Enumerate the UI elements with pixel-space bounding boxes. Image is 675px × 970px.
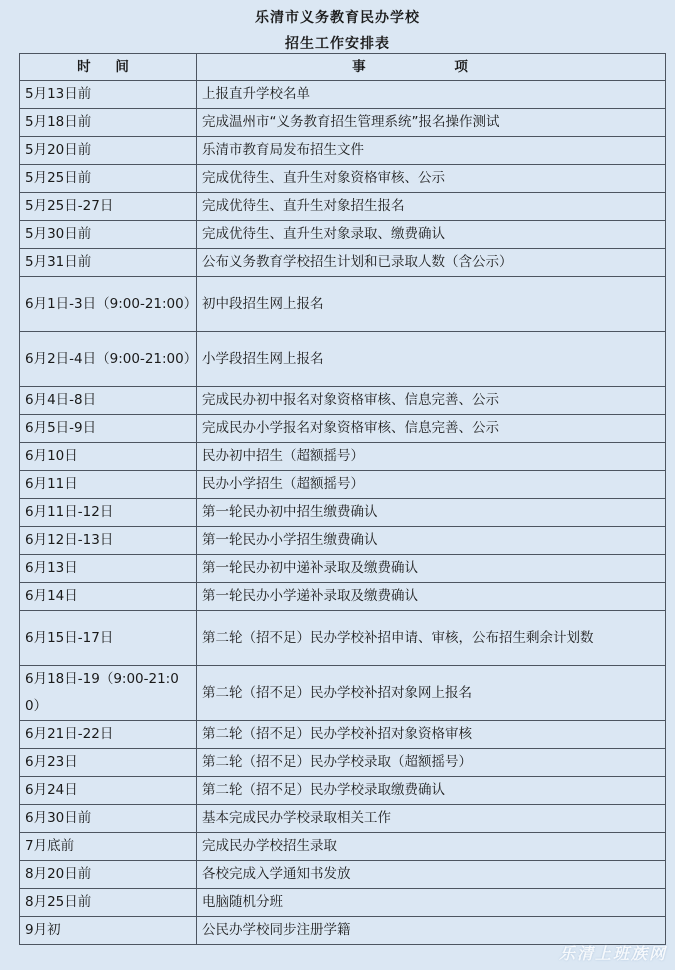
row-item: 完成优待生、直升生对象资格审核、公示 [197,165,666,193]
column-header-time: 时 间 [20,54,197,81]
table-row [20,889,666,917]
row-time: 5月30日前 [20,221,197,249]
row-item: 公布义务教育学校招生计划和已录取人数（含公示） [197,249,666,277]
table-row [20,415,666,443]
row-time: 5月25日前 [20,165,197,193]
row-item: 第二轮（招不足）民办学校录取缴费确认 [197,777,666,805]
row-time: 6月12日-13日 [20,527,197,555]
table-row [20,277,666,332]
schedule-table [19,53,666,945]
row-time: 6月21日-22日 [20,721,197,749]
row-item: 完成温州市“义务教育招生管理系统”报名操作测试 [197,109,666,137]
row-item: 第二轮（招不足）民办学校补招对象资格审核 [197,721,666,749]
row-time: 6月2日-4日（9:00-21:00） [20,332,197,387]
row-item: 第二轮（招不足）民办学校录取（超额摇号） [197,749,666,777]
table-row [20,666,666,721]
row-time: 6月11日 [20,471,197,499]
table-row [20,193,666,221]
table-row [20,805,666,833]
row-item: 第一轮民办初中递补录取及缴费确认 [197,555,666,583]
row-item: 第一轮民办小学招生缴费确认 [197,527,666,555]
row-time: 6月13日 [20,555,197,583]
table-row [20,777,666,805]
row-time: 5月31日前 [20,249,197,277]
row-item: 民办小学招生（超额摇号） [197,471,666,499]
row-item: 第一轮民办初中招生缴费确认 [197,499,666,527]
table-row [20,861,666,889]
row-item: 第二轮（招不足）民办学校补招申请、审核，公布招生剩余计划数 [197,611,666,666]
table-row [20,249,666,277]
table-row [20,833,666,861]
table-row [20,555,666,583]
row-item: 民办初中招生（超额摇号） [197,443,666,471]
row-item: 公民办学校同步注册学籍 [197,917,666,945]
table-row [20,81,666,109]
row-item: 初中段招生网上报名 [197,277,666,332]
row-time: 7月底前 [20,833,197,861]
table-row [20,611,666,666]
row-item: 完成民办初中报名对象资格审核、信息完善、公示 [197,387,666,415]
row-item: 完成民办学校招生录取 [197,833,666,861]
row-time: 9月初 [20,917,197,945]
table-row [20,137,666,165]
row-item: 完成优待生、直升生对象录取、缴费确认 [197,221,666,249]
table-row [20,221,666,249]
table-row [20,387,666,415]
row-time: 8月20日前 [20,861,197,889]
table-row [20,332,666,387]
row-time: 5月25日-27日 [20,193,197,221]
row-item: 上报直升学校名单 [197,81,666,109]
table-row [20,583,666,611]
table-header-row [20,54,666,81]
table-row [20,109,666,137]
row-item: 各校完成入学通知书发放 [197,861,666,889]
row-time: 6月11日-12日 [20,499,197,527]
row-item: 完成优待生、直升生对象招生报名 [197,193,666,221]
table-row [20,527,666,555]
row-item: 小学段招生网上报名 [197,332,666,387]
row-item: 电脑随机分班 [197,889,666,917]
row-item: 乐清市教育局发布招生文件 [197,137,666,165]
row-time: 6月4日-8日 [20,387,197,415]
table-row [20,749,666,777]
row-time: 6月24日 [20,777,197,805]
row-item: 第二轮（招不足）民办学校补招对象网上报名 [197,666,666,721]
table-row [20,471,666,499]
row-item: 完成民办小学报名对象资格审核、信息完善、公示 [197,415,666,443]
table-row [20,443,666,471]
row-time: 6月5日-9日 [20,415,197,443]
column-header-item: 事 项 [197,54,666,81]
row-time: 6月14日 [20,583,197,611]
row-time: 6月1日-3日（9:00-21:00） [20,277,197,332]
page-title: 乐清市义务教育民办学校 [255,10,420,26]
row-time: 6月23日 [20,749,197,777]
row-item: 第一轮民办小学递补录取及缴费确认 [197,583,666,611]
row-time: 6月18日-19（9:00-21:00） [20,666,197,721]
page-subtitle: 招生工作安排表 [285,36,390,52]
table-row [20,721,666,749]
row-item: 基本完成民办学校录取相关工作 [197,805,666,833]
row-time: 8月25日前 [20,889,197,917]
row-time: 6月30日前 [20,805,197,833]
row-time: 5月13日前 [20,81,197,109]
row-time: 5月18日前 [20,109,197,137]
row-time: 6月10日 [20,443,197,471]
site-watermark: 乐清上班族网 [558,944,667,963]
row-time: 6月15日-17日 [20,611,197,666]
table-row [20,165,666,193]
table-row [20,499,666,527]
row-time: 5月20日前 [20,137,197,165]
